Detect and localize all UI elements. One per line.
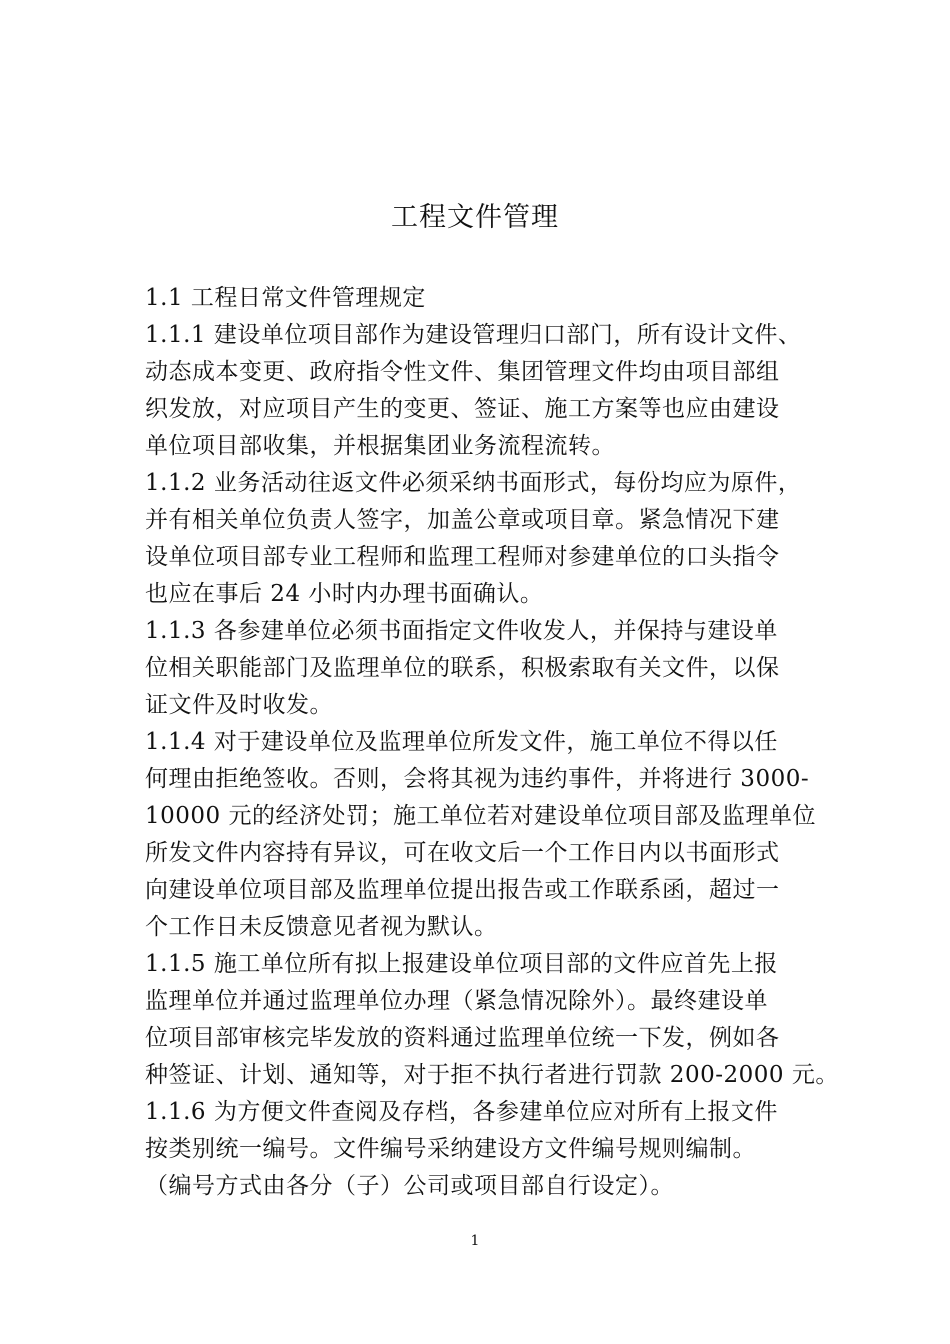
section-heading: 1.1 工程日常文件管理规定	[145, 285, 426, 311]
paragraph-line: 1.1.5 施工单位所有拟上报建设单位项目部的文件应首先上报	[145, 951, 778, 977]
paragraph-line: 监理单位并通过监理单位办理（紧急情况除外）。最终建设单	[145, 988, 768, 1014]
paragraph-line: 1.1.2 业务活动往返文件必须采纳书面形式，每份均应为原件，	[145, 470, 802, 496]
document-body	[145, 280, 845, 1205]
paragraph-line: 单位项目部收集，并根据集团业务流程流转。	[145, 433, 615, 459]
paragraph-line: 位相关职能部门及监理单位的联系，积极索取有关文件，以保	[145, 655, 780, 681]
paragraph-line: 按类别统一编号。文件编号采纳建设方文件编号规则编制。	[145, 1136, 756, 1162]
page-number: 1	[470, 1233, 480, 1249]
paragraph-line: 织发放，对应项目产生的变更、签证、施工方案等也应由建设	[145, 396, 780, 422]
paragraph-line: 设单位项目部专业工程师和监理工程师对参建单位的口头指令	[145, 544, 780, 570]
paragraph-line: 1.1.6 为方便文件查阅及存档，各参建单位应对所有上报文件	[145, 1099, 778, 1125]
paragraph-line: 证文件及时收发。	[145, 692, 333, 718]
paragraph-line: 何理由拒绝签收。否则，会将其视为违约事件，并将进行 3000-	[145, 766, 810, 792]
paragraph-line: 种签证、计划、通知等，对于拒不执行者进行罚款 200-2000 元。	[145, 1062, 839, 1088]
paragraph-line: 所发文件内容持有异议，可在收文后一个工作日内以书面形式	[145, 840, 780, 866]
paragraph-line: 10000 元的经济处罚；施工单位若对建设单位项目部及监理单位	[145, 803, 816, 829]
paragraph-line: 1.1.4 对于建设单位及监理单位所发文件，施工单位不得以任	[145, 729, 778, 755]
paragraph-line: 位项目部审核完毕发放的资料通过监理单位统一下发，例如各	[145, 1025, 780, 1051]
paragraph-line: 动态成本变更、政府指令性文件、集团管理文件均由项目部组	[145, 359, 780, 385]
paragraph-line: 1.1.1 建设单位项目部作为建设管理归口部门，所有设计文件、	[145, 322, 802, 348]
paragraph-line: 个工作日未反馈意见者视为默认。	[145, 914, 498, 940]
paragraph-line: 并有相关单位负责人签字，加盖公章或项目章。紧急情况下建	[145, 507, 780, 533]
paragraph-line: 向建设单位项目部及监理单位提出报告或工作联系函，超过一	[145, 877, 780, 903]
document-title: 工程文件管理	[391, 202, 559, 233]
paragraph-line: （编号方式由各分（子）公司或项目部自行设定）。	[145, 1173, 674, 1199]
paragraph-line: 1.1.3 各参建单位必须书面指定文件收发人，并保持与建设单	[145, 618, 778, 644]
paragraph-line: 也应在事后 24 小时内办理书面确认。	[145, 581, 544, 607]
